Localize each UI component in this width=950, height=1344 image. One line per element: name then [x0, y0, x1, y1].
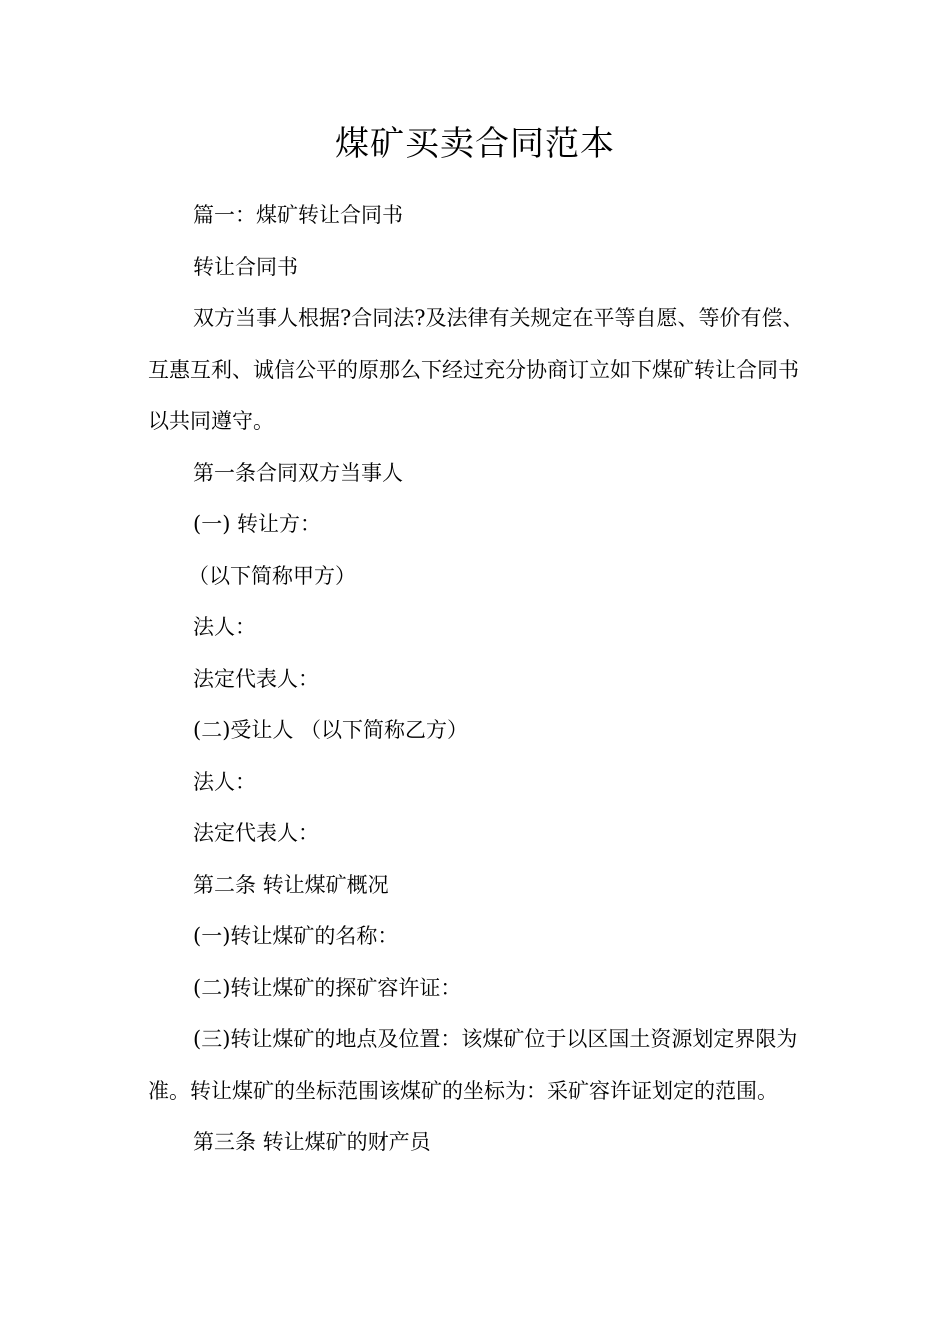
contract-name: 转让合同书 — [193, 254, 298, 279]
clause-line: 法人： — [193, 769, 256, 794]
article-heading: 第一条合同双方当事人 — [193, 460, 403, 485]
article-heading: 第三条 转让煤矿的财产员 — [193, 1130, 431, 1154]
document-title: 煤矿买卖合同范本 — [335, 124, 615, 164]
clause-line: (一)转让煤矿的名称： — [193, 924, 399, 948]
intro-paragraph: 双方当事人根据?合同法?及法律有关规定在平等自愿、等价有偿、互惠互利、诚信公平的原那么下经过充分协商订立如下煤矿转让合同书以共同遵守。 — [148, 306, 804, 433]
clause-line: 法人： — [193, 615, 256, 639]
clause-line: (二)转让煤矿的探矿容许证： — [193, 975, 462, 1000]
section-heading: 篇一：煤矿转让合同书 — [193, 203, 403, 227]
clause-paragraph: (三)转让煤矿的地点及位置：该煤矿位于以区国土资源划定界限为准。转让煤矿的坐标范围该煤矿的坐标为：采矿容许证划定的范围。 — [148, 1027, 798, 1103]
clause-line: 法定代表人： — [193, 666, 319, 691]
clause-line: （以下简称甲方） — [188, 563, 356, 588]
article-heading: 第二条 转让煤矿概况 — [193, 872, 389, 897]
document-body — [148, 190, 808, 1169]
clause-line: (一) 转让方： — [193, 512, 322, 536]
clause-line: 法定代表人： — [193, 821, 319, 845]
clause-line: (二)受让人 （以下简称乙方） — [193, 718, 469, 742]
